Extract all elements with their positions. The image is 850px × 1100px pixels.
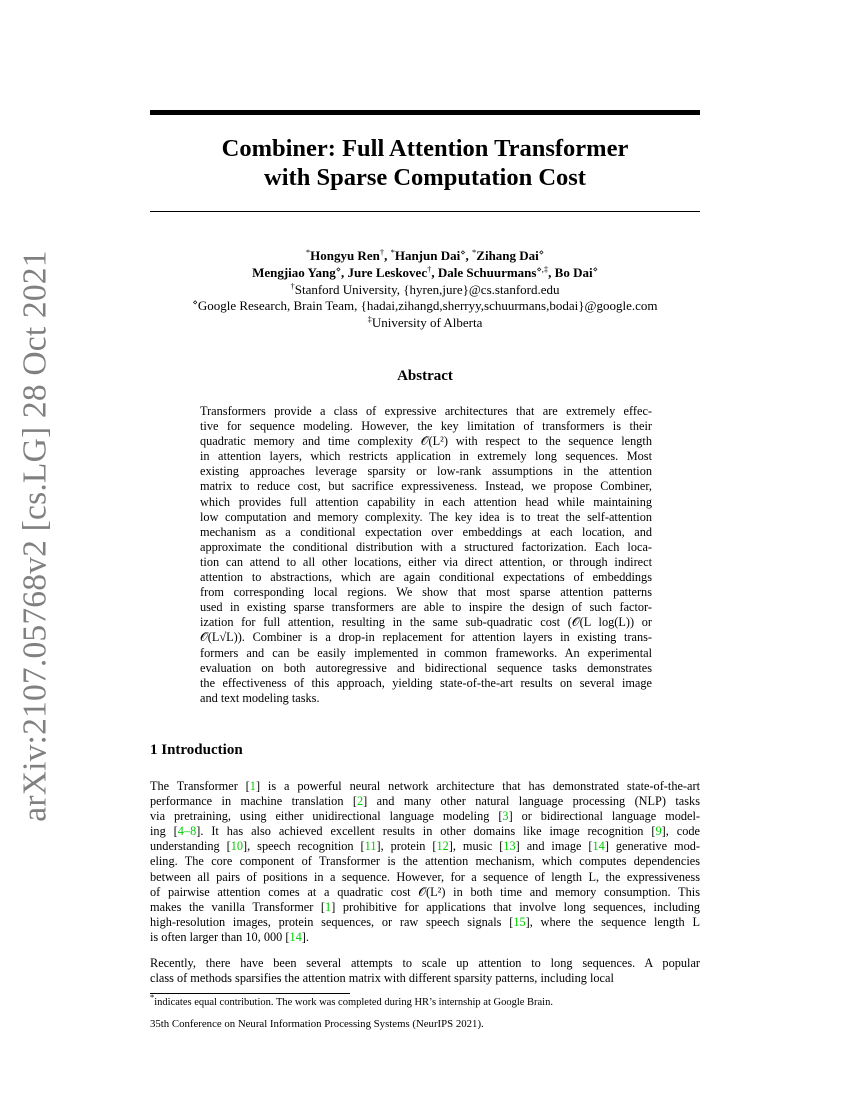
intro-paragraph-2 xyxy=(150,956,700,986)
title-line-1: Combiner: Full Attention Transformer xyxy=(221,135,629,162)
citation-link[interactable]: 2 xyxy=(357,794,364,809)
text-line: between all pairs of positions in a sequence. However, for a sequence of length L, the expressiveness xyxy=(150,869,700,884)
citation-link[interactable]: 12 xyxy=(436,839,449,854)
citation-link[interactable]: 14 xyxy=(289,929,302,944)
text-line: ing [4–8]. It has also achieved excellent results in other domains like image recognition [9], code xyxy=(150,824,700,839)
footnote: *indicates equal contribution. The work was completed during HR’s internship at Google Brain. xyxy=(150,992,553,1008)
text-line: the effectiveness of this approach, yielding state-of-the-art results on several image xyxy=(200,675,652,690)
citation-link[interactable]: 1 xyxy=(325,899,332,914)
author-line-2: Mengjiao Yang⋄, Jure Leskovec†, Dale Schuurmans⋄,‡, Bo Dai⋄ xyxy=(252,263,598,280)
text-line: understanding [10], speech recognition [11], protein [12], music [13] and image [14] generative mod- xyxy=(150,839,700,854)
text-line: tive for sequence modeling. However, the key limitation of transformers is their xyxy=(200,419,652,434)
text-line: which provides full attention capability in each attention head while maintaining xyxy=(200,494,652,509)
arxiv-stamp: arXiv:2107.05768v2 [cs.LG] 28 Oct 2021 xyxy=(17,250,54,822)
text-line: quadratic memory and time complexity 𝒪(L²) with respect to the sequence length xyxy=(200,434,652,449)
text-line: existing approaches leverage sparsity or low-rank assumptions in the attention xyxy=(200,464,652,479)
text-line: formers and can be easily implemented in common frameworks. An experimental xyxy=(200,645,652,660)
citation-link[interactable]: 3 xyxy=(502,809,509,824)
title-line-2: with Sparse Computation Cost xyxy=(264,164,586,191)
text-line: Transformers provide a class of expressive architectures that are extremely effec- xyxy=(200,404,652,418)
affiliation-stanford: †Stanford University, {hyren,jure}@cs.stanford.edu xyxy=(290,280,560,297)
text-line: evaluation on both autoregressive and bidirectional sequence tasks demonstrates xyxy=(200,660,652,675)
text-line: eling. The core component of Transformer is the attention mechanism, which computes dependencies xyxy=(150,854,700,869)
citation-link[interactable]: 1 xyxy=(249,779,256,793)
abstract-heading: Abstract xyxy=(397,368,453,384)
text-line: is often larger than 10, 000 [14]. xyxy=(150,929,309,944)
text-line: The Transformer [1] is a powerful neural network architecture that has demonstrated state-of-the-art xyxy=(150,779,700,793)
affiliation-alberta: ‡University of Alberta xyxy=(367,314,483,331)
citation-link[interactable]: 11 xyxy=(364,839,377,854)
text-line: mechanism as a conditional expectation over embeddings at each location, and xyxy=(200,524,652,539)
text-line: via pretraining, using either unidirectional language modeling [3] or bidirectional language model- xyxy=(150,809,700,824)
paper-title xyxy=(150,134,700,192)
text-line: in attention layers, which restricts application in extremely long sequences. Most xyxy=(200,449,652,464)
intro-paragraph-1 xyxy=(150,779,700,945)
citation-link[interactable]: 14 xyxy=(592,839,605,854)
section-heading-introduction: 1 Introduction xyxy=(150,742,243,758)
text-line: tion can attend to all other locations, either via direct attention, or through indirect xyxy=(200,554,652,569)
text-line: ization for full attention, resulting in the same sub-quadratic cost (𝒪(L log(L)) or xyxy=(200,615,652,630)
text-line: and text modeling tasks. xyxy=(200,690,320,705)
footnote-rule xyxy=(150,993,350,994)
citation-link[interactable]: 9 xyxy=(655,824,662,839)
author-block xyxy=(150,248,700,332)
affiliation-google: ⋄Google Research, Brain Team, {hadai,zihangd,sherryy,schuurmans,bodai}@google.com xyxy=(192,297,658,314)
title-rule xyxy=(150,211,700,212)
citation-link[interactable]: 15 xyxy=(513,914,526,929)
text-line: class of methods sparsifies the attention matrix with different sparsity patterns, including local xyxy=(150,971,614,986)
text-line: Recently, there have been several attempts to scale up attention to long sequences. A popular xyxy=(150,956,700,970)
citation-link[interactable]: 4–8 xyxy=(177,824,197,839)
abstract-text xyxy=(200,404,652,706)
text-line: matrix to reduce cost, but sacrifice expressiveness. Instead, we propose Combiner, xyxy=(200,479,652,494)
text-line: approximate the conditional distribution with a structured factorization. Each loca- xyxy=(200,539,652,554)
top-rule xyxy=(150,110,700,115)
text-line: performance in machine translation [2] and many other natural language processing (NLP) tasks xyxy=(150,794,700,809)
text-line: from corresponding local regions. We show that most sparse attention patterns xyxy=(200,585,652,600)
text-line: makes the vanilla Transformer [1] prohibitive for applications that involve long sequences, including xyxy=(150,899,700,914)
citation-link[interactable]: 13 xyxy=(503,839,516,854)
venue-note: 35th Conference on Neural Information Processing Systems (NeurIPS 2021). xyxy=(150,1018,484,1030)
text-line: attention to abstractions, which are again conditional expectations of embeddings xyxy=(200,570,652,585)
citation-link[interactable]: 10 xyxy=(230,839,244,854)
text-line: of pairwise attention comes at a quadratic cost 𝒪(L²) in both time and memory consumption. This xyxy=(150,884,700,899)
author-line-1: *Hongyu Ren†, *Hanjun Dai⋄, *Zihang Dai⋄ xyxy=(305,247,545,263)
text-line: 𝒪(L√L)). Combiner is a drop-in replacement for attention layers in existing trans- xyxy=(200,630,652,645)
text-line: high-resolution images, protein sequences, or raw speech signals [15], where the sequence length L xyxy=(150,914,700,929)
text-line: low computation and memory complexity. The key idea is to treat the self-attention xyxy=(200,509,652,524)
text-line: used in existing sparse transformers are able to inspire the design of such factor- xyxy=(200,600,652,615)
